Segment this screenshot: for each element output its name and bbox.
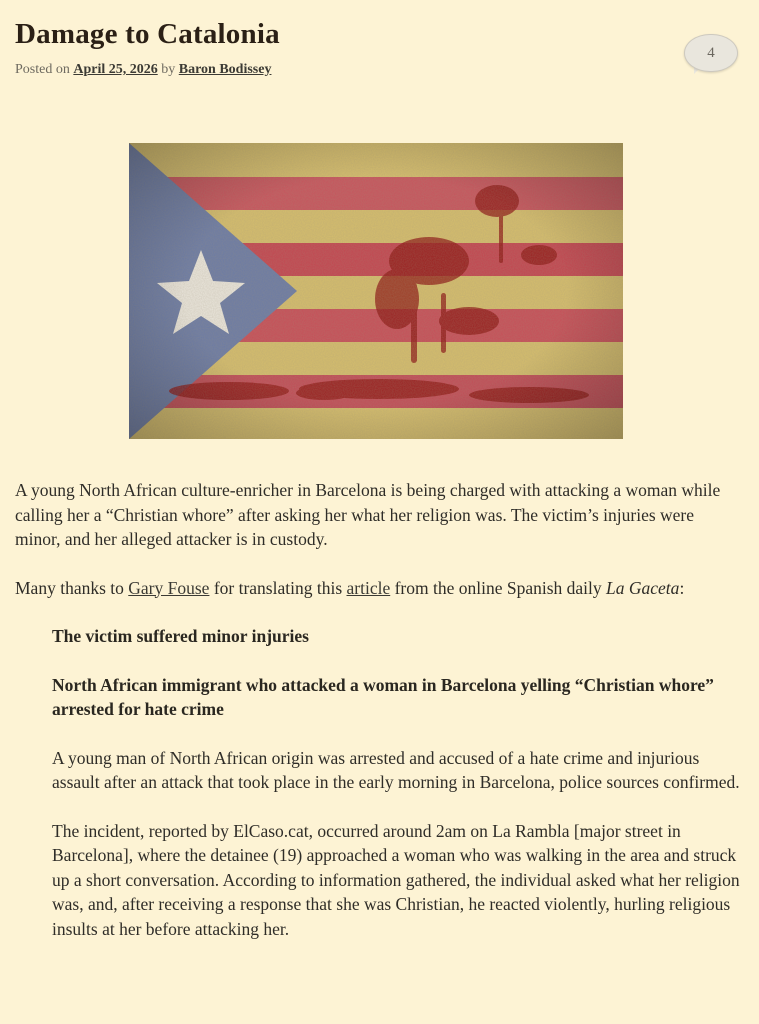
post-meta — [15, 62, 271, 78]
posted-on-label: Posted on — [15, 62, 70, 77]
thanks-text-1: Many thanks to — [15, 577, 129, 598]
translator-link[interactable]: Gary Fouse — [128, 577, 210, 598]
post-title: Damage to Catalonia — [15, 18, 280, 50]
thanks-paragraph — [15, 576, 743, 601]
post-image-estelada-flag — [129, 143, 623, 439]
intro-paragraph: A young North African culture-enricher in Barcelona is being charged with attacking a woman while calling her a “Christian whore” after asking her what her religion was. The victim’s injuries were minor, and her alleged attacker is in custody. — [15, 480, 721, 549]
post-date-link[interactable]: April 25, 2026 — [73, 62, 158, 77]
thanks-text-2: for translating this — [209, 577, 347, 598]
post-content — [15, 478, 743, 965]
quote-paragraph-1: A young man of North African origin was arrested and accused of a hate crime and injurious assault after an attack that took place in the early morning in Barcelona, police sources confirmed. — [52, 747, 740, 792]
publication-name: La Gaceta — [606, 577, 680, 598]
comments-count: 4 — [707, 44, 715, 61]
author-link[interactable]: Baron Bodissey — [178, 62, 272, 77]
comments-count-bubble[interactable] — [684, 34, 738, 72]
quote-paragraph-2: The incident, reported by ElCaso.cat, occurred around 2am on La Rambla [major street in Barcelona], where the detainee (19) approached a woman who was walking in the area and struck up a short conversation. According to information gathered, the individual asked what her religion was, and, after receiving a response that she was Christian, he reacted violently, hurling religious insults at her before attacking her. — [52, 820, 740, 939]
thanks-text-3: from the online Spanish daily — [390, 577, 607, 598]
quote-heading-1: The victim suffered minor injuries — [52, 626, 309, 646]
thanks-text-4: : — [679, 577, 685, 598]
blockquote — [52, 624, 743, 941]
quote-heading-2: North African immigrant who attacked a woman in Barcelona yelling “Christian whore” arrested for hate crime — [52, 674, 714, 719]
source-article-link[interactable]: article — [346, 577, 391, 598]
by-label: by — [161, 62, 176, 77]
